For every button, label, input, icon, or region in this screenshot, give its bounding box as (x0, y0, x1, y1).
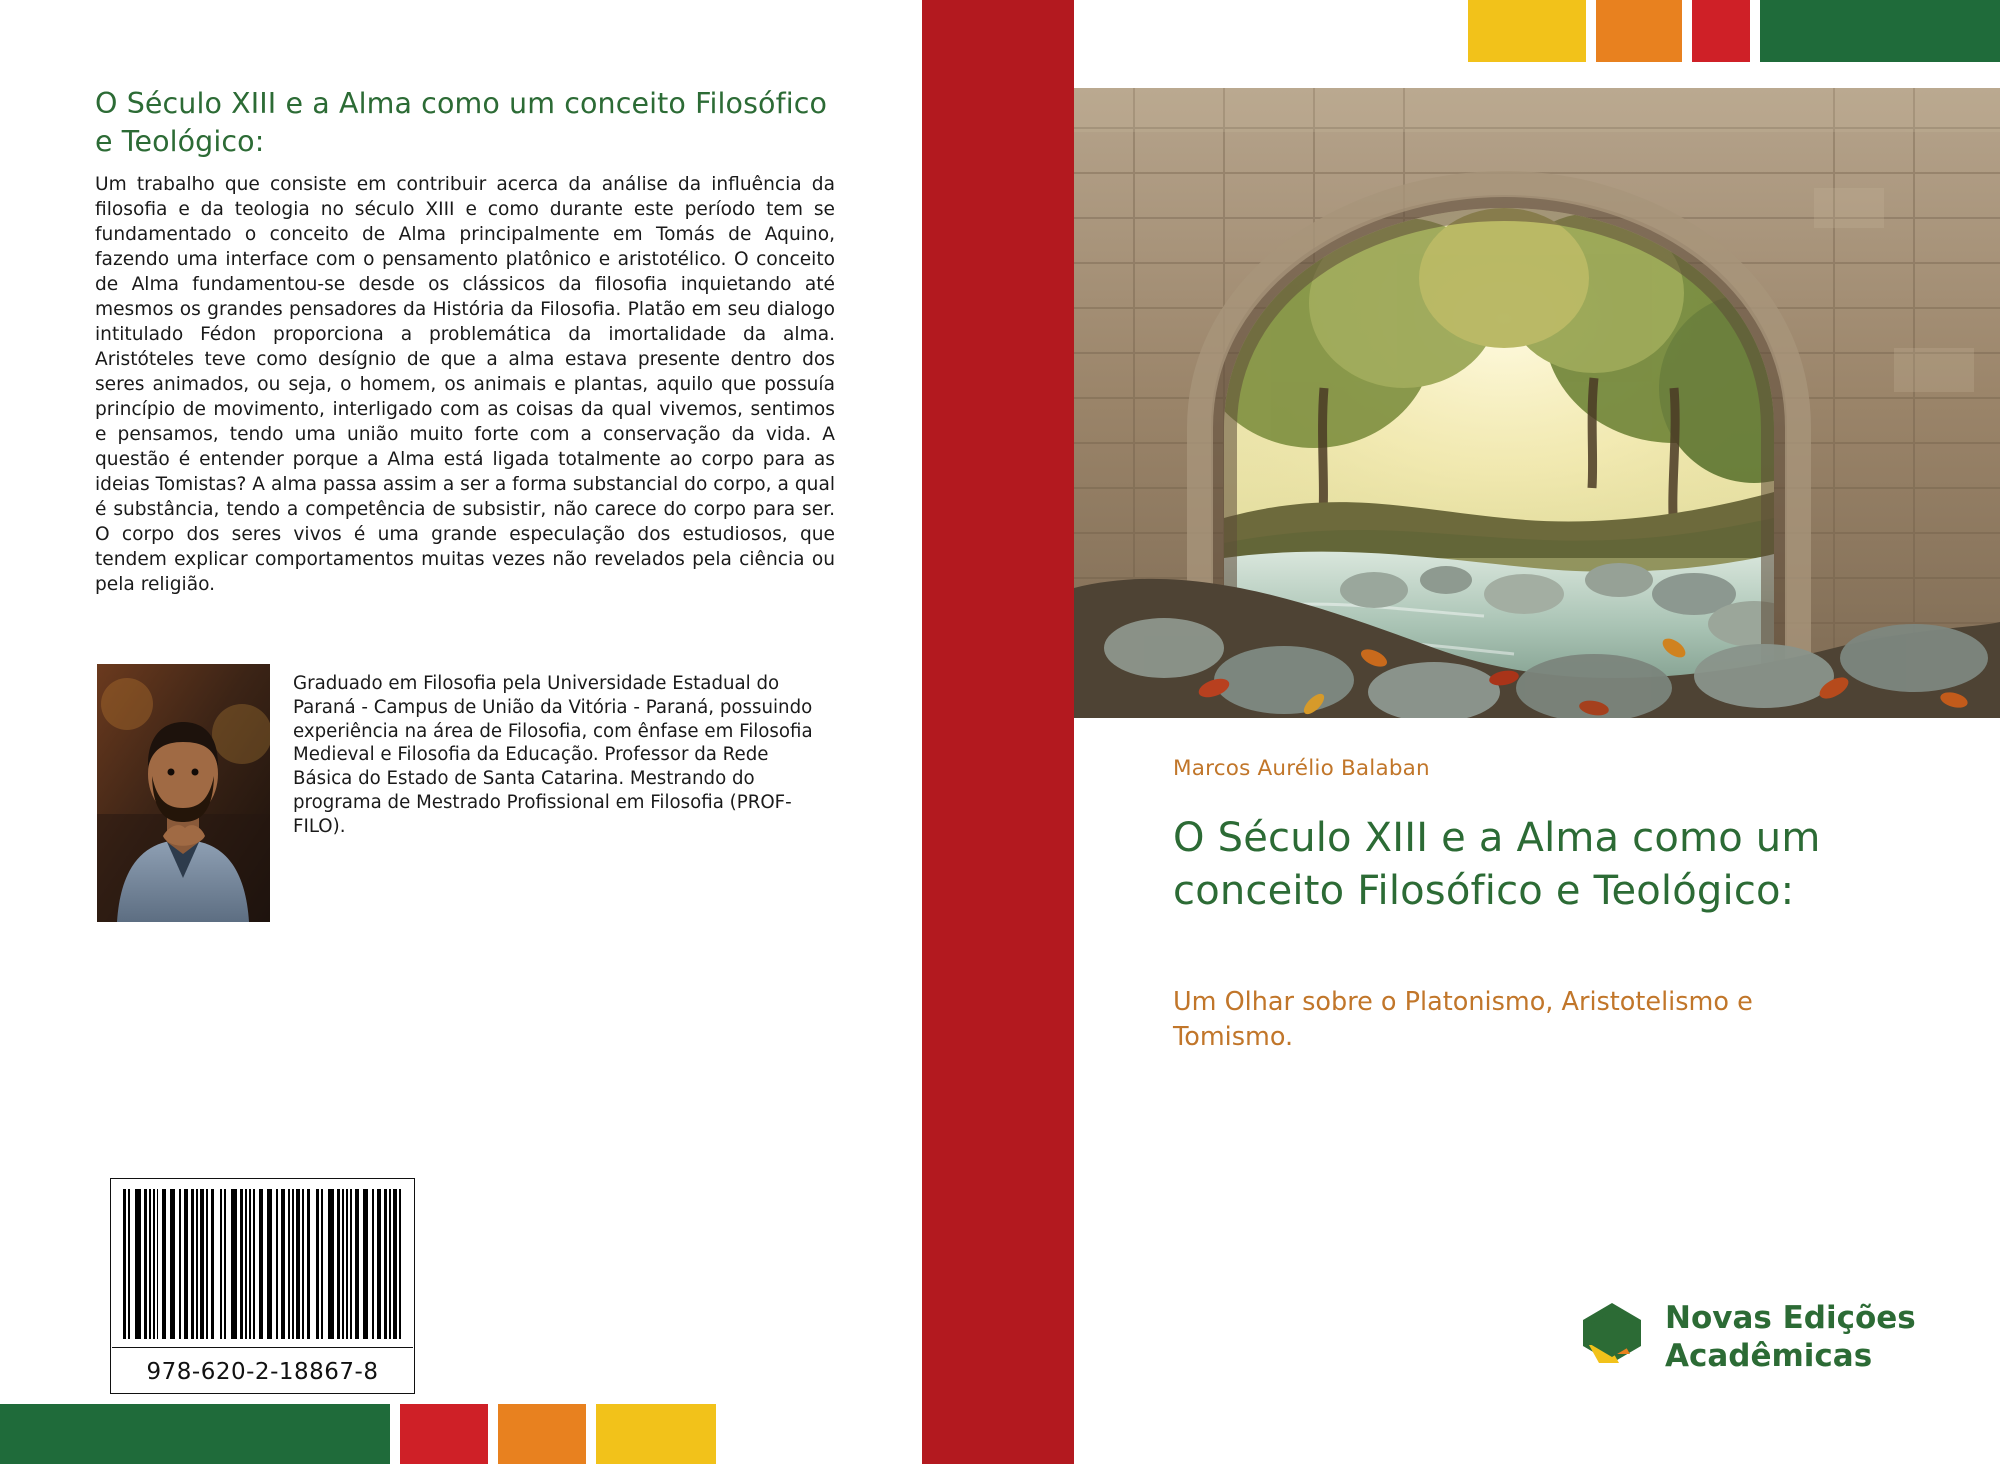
barcode-bars (123, 1189, 404, 1339)
strip-segment-red (400, 1404, 488, 1464)
publisher-logo-icon (1575, 1301, 1649, 1375)
author-portrait (97, 664, 270, 922)
strip-segment-darkgreen (0, 1404, 390, 1464)
author-biography: Graduado em Filosofia pela Universidade Estadual do Paraná - Campus de União da Vitória - Paraná, possuindo experiência na área de Filosofia, com ênfase em Filosofia Medieval e Filosofia da Educação. Professor da Rede Básica do Estado de Santa Catarina. Mestrando do programa de Mestrado Profissional em Filosofia (PROF-FILO). (293, 673, 813, 837)
top-strip-yellow (1468, 0, 1586, 62)
back-cover-abstract: Um trabalho que consiste em contribuir acerca da análise da influência da filosofia e da teologia no século XIII e como durante este período tem se fundamentado o conceito de Alma principalmente em Tomás de Aquino, fazendo uma interface com o pensamento platônico e aristotélico. O conceito de Alma fundamentou-se desde os clássicos da filosofia inquietando até mesmos os grandes pensadores da História da Filosofia. Platão em seu dialogo intitulado Fédon proporciona a problemática da imortalidade da alma. Aristóteles teve como desígnio de que a alma estava presente dentro dos seres animados, ou seja, o homem, os animais e plantas, aquilo que possuía princípio de movimento, interligado com as coisas da qual vivemos, sentimos e pensamos, tendo uma união muito forte com a conservação da vida. A questão é entender porque a Alma está ligada totalmente ao corpo para as ideias Tomistas? A alma passa assim a ser a forma substancial do corpo, a qual é substância, tendo a competência de subsistir, não carece do corpo para ser. O corpo dos seres vivos é uma grande especulação dos estudiosos, que tendem explicar comportamentos muitas vezes não revelados pela ciência ou pela religião. (95, 174, 835, 595)
front-cover-author: Marcos Aurélio Balaban (1173, 756, 1430, 781)
top-strip-white-3 (1750, 0, 1760, 62)
back-cover-panel (0, 0, 922, 1464)
publisher-name (1665, 1300, 1916, 1376)
top-strip-orange (1596, 0, 1682, 62)
top-strip-green (1760, 0, 2000, 62)
strip-segment-white-2 (488, 1404, 498, 1464)
front-top-color-strip (1074, 0, 2000, 62)
top-strip-white-2 (1682, 0, 1692, 62)
top-strip-red (1692, 0, 1750, 62)
front-cover-panel (1074, 0, 2000, 1464)
publisher-block (1575, 1300, 1916, 1376)
isbn-number: 978-620-2-18867-8 (146, 1359, 379, 1385)
publisher-name-line1: Novas Edições (1665, 1300, 1916, 1336)
isbn-barcode (110, 1178, 415, 1394)
barcode-divider (112, 1347, 413, 1348)
top-strip-white-left (1074, 0, 1468, 62)
front-cover-title: O Século XIII e a Alma como um conceito Filosófico e Teológico: (1173, 815, 1821, 915)
strip-segment-white-3 (586, 1404, 596, 1464)
cover-photograph (1074, 88, 2000, 718)
strip-segment-yellow (596, 1404, 716, 1464)
front-cover-subtitle: Um Olhar sobre o Platonismo, Aristotelismo e Tomismo. (1173, 987, 1753, 1053)
strip-segment-white-1 (390, 1404, 400, 1464)
top-strip-white-1 (1586, 0, 1596, 62)
book-spine (922, 0, 1074, 1464)
publisher-name-line2: Acadêmicas (1665, 1337, 1873, 1374)
back-cover-title: O Século XIII e a Alma como um conceito Filosófico e Teológico: (95, 87, 828, 158)
strip-segment-white-4 (716, 1404, 922, 1464)
strip-segment-orange (498, 1404, 586, 1464)
back-bottom-color-strip (0, 1404, 922, 1464)
